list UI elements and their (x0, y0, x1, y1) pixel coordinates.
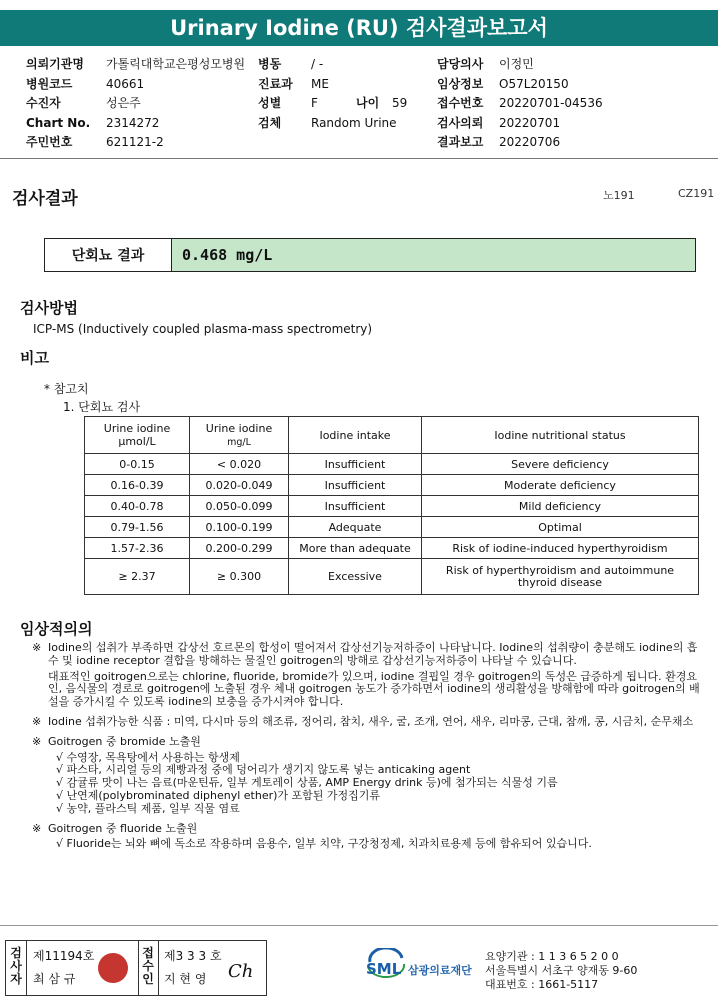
value-specimen: Random Urine (311, 115, 397, 130)
note-deficiency (32, 642, 708, 709)
cell-mgl: ≥ 0.300 (190, 559, 289, 595)
label-ward: 병동 (258, 57, 282, 71)
table-row (85, 517, 699, 538)
check-icon: √ (56, 763, 64, 777)
cell-status: Mild deficiency (422, 496, 699, 517)
approver-label: 접수인 (142, 946, 154, 986)
bromide-title: Goitrogen 중 bromide 노출원 (48, 734, 201, 748)
report-title: Urinary Iodine (RU) 검사결과보고서 (0, 10, 718, 46)
method-title: 검사방법 (20, 299, 78, 317)
info-col2 (258, 55, 407, 133)
value-department: ME (311, 76, 329, 91)
label-specimen: 검체 (258, 115, 282, 130)
note-marker: ※ (32, 734, 42, 748)
label-resident-no: 주민번호 (26, 135, 73, 149)
label-clinical-info: 임상정보 (437, 76, 484, 91)
cell-mgl: < 0.020 (190, 454, 289, 475)
note-marker: ※ (32, 714, 42, 728)
address: 서울특별시 서초구 양재동 9-60 (485, 964, 638, 977)
header-umol: Urine iodine μmol/L (85, 417, 190, 454)
note-paragraph-3: Iodine 섭취가능한 식품 : 미역, 다시마 등의 해조류, 정어리, 참치, 새우, 굴, 조개, 연어, 새우, 리마콩, 근대, 참깨, 콩, 시금치, 순무채소 (48, 714, 694, 728)
phone: 대표번호 : 1661-5117 (485, 978, 599, 991)
note-fluoride (32, 823, 708, 852)
remarks-title: 비고 (20, 349, 49, 367)
cell-intake: Excessive (289, 559, 422, 595)
table-row (85, 475, 699, 496)
table-row (85, 496, 699, 517)
value-ward: / - (311, 57, 324, 71)
cell-status: Moderate deficiency (422, 475, 699, 496)
check-icon: √ (56, 837, 64, 851)
cell-umol: 0.40-0.78 (85, 496, 190, 517)
result-code-2: CZ191 (678, 187, 715, 200)
value-doctor: 이정민 (499, 57, 534, 71)
label-chart-no: Chart No. (26, 115, 91, 130)
result-value: 0.468 mg/L (172, 239, 695, 271)
label-hospital-code: 병원코드 (26, 76, 73, 91)
value-clinical-info: O57L20150 (499, 76, 569, 91)
value-request-date: 20220701 (499, 115, 561, 130)
note-bromide (32, 736, 708, 816)
footer (0, 938, 718, 1003)
label-sex: 성별 (258, 96, 282, 110)
table-row (85, 454, 699, 475)
method-text: ICP-MS (Inductively coupled plasma-mass spectrometry) (33, 322, 373, 336)
signature-box (5, 940, 267, 996)
list-item: √ 파스타, 시리얼 등의 제빵과정 중에 덩어리가 생기지 않도록 넣는 anticaking agent (56, 763, 471, 777)
check-icon: √ (56, 801, 64, 815)
label-doctor: 담당의사 (437, 57, 484, 71)
footer-divider (0, 925, 718, 926)
seal-icon (98, 953, 128, 983)
label-patient: 수진자 (26, 96, 61, 110)
signature: Ch (228, 961, 254, 982)
examiner-license: 제11194호 (33, 949, 95, 963)
cell-mgl: 0.050-0.099 (190, 496, 289, 517)
check-icon: √ (56, 750, 64, 764)
cell-status: Risk of hyperthyroidism and autoimmune thyroid disease (422, 559, 699, 595)
note-paragraph-2: 대표적인 goitrogen으로는 chlorine, fluoride, bromide가 있으며, iodine 결핍일 경우 goitrogen의 독성은 급증하게 됩니다. 환경요인, 음식물의 경로로 goitrogen에 노출된 경우 체내 goitrogen 농도가 증가하면서 iodine의 생리활성을 방해함에 따라 goitrogen의 배설을 증가시킬 수 있도록 iodine의 보충을 증가시켜야 합니다. (48, 669, 700, 709)
clinical-notes (32, 642, 708, 858)
divider (0, 158, 718, 159)
list-item: √ 감귤류 맛이 나는 음료(마운틴듀, 일부 게토레이 상품, AMP Energy drink 등)에 첨가되는 식물성 기름 (56, 776, 558, 790)
cell-status: Risk of iodine-induced hyperthyroidism (422, 538, 699, 559)
header-mgl: Urine iodine mg/L (190, 417, 289, 454)
table-header-row (85, 417, 699, 454)
approver-name: 지 현 영 (164, 972, 207, 986)
cell-status: Optimal (422, 517, 699, 538)
fluoride-title: Goitrogen 중 fluoride 노출원 (48, 821, 198, 835)
note-foods (32, 716, 708, 729)
value-resident-no: 621121-2 (106, 135, 164, 149)
note-paragraph-1: Iodine의 섭취가 부족하면 갑상선 호르몬의 합성이 떨어져서 갑상선기능저하증이 나타납니다. Iodine의 섭취량이 충분해도 iodine의 흡수 및 iodine receptor 결합을 방해하는 물질인 goitrogen의 방해로 갑상선기능저하증이 나타날 수 있습니다. (48, 641, 698, 667)
cell-intake: Insufficient (289, 475, 422, 496)
result-label: 단회뇨 결과 (45, 239, 172, 271)
approver-license: 제3 3 3 호 (164, 949, 222, 963)
value-sex: F (311, 96, 318, 110)
reference-heading: * 참고치 (44, 382, 89, 396)
value-chart-no: 2314272 (106, 115, 160, 130)
note-marker: ※ (32, 641, 42, 654)
result-box (44, 238, 696, 272)
company-name: 삼광의료재단 (408, 964, 472, 977)
cell-umol: ≥ 2.37 (85, 559, 190, 595)
label-request-date: 검사의뢰 (437, 115, 484, 130)
cell-mgl: 0.100-0.199 (190, 517, 289, 538)
cell-umol: 0-0.15 (85, 454, 190, 475)
check-icon: √ (56, 776, 64, 790)
list-item: √ Fluoride는 뇌와 뼈에 독소로 작용하며 음용수, 일부 치약, 구강청정제, 치과치료용제 등에 함유되어 있습니다. (56, 837, 592, 851)
list-item: √ 수영장, 목욕탕에서 사용하는 항생제 (56, 750, 240, 764)
cell-umol: 0.16-0.39 (85, 475, 190, 496)
org-code: 요양기관 : 1 1 3 6 5 2 0 0 (485, 950, 619, 963)
check-icon: √ (56, 788, 64, 802)
cell-status: Severe deficiency (422, 454, 699, 475)
list-item: √ 농약, 플라스틱 제품, 일부 직물 염료 (56, 801, 240, 815)
label-report-date: 결과보고 (437, 135, 484, 149)
label-age: 나이 (356, 96, 380, 110)
value-hospital-code: 40661 (106, 76, 145, 91)
result-code-1: 노191 (603, 189, 635, 202)
label-receipt-no: 접수번호 (437, 96, 484, 110)
cell-intake: Adequate (289, 517, 422, 538)
examiner-name: 최 삼 규 (33, 972, 76, 986)
header-status: Iodine nutritional status (422, 417, 699, 454)
clinical-title: 임상적의의 (20, 620, 93, 638)
cell-mgl: 0.020-0.049 (190, 475, 289, 496)
value-institution: 가톨릭대학교은평성모병원 (106, 57, 246, 71)
value-report-date: 20220706 (499, 135, 561, 149)
examiner-label: 검사자 (10, 946, 22, 986)
reference-table (84, 416, 699, 595)
value-age: 59 (392, 96, 408, 110)
table-row (85, 559, 699, 595)
logo-text: SML (366, 960, 402, 978)
value-receipt-no: 20220701-04536 (499, 96, 603, 110)
label-department: 진료과 (258, 76, 293, 91)
cell-mgl: 0.200-0.299 (190, 538, 289, 559)
cell-umol: 1.57-2.36 (85, 538, 190, 559)
table-row (85, 538, 699, 559)
result-section-title: 검사결과 (12, 189, 78, 209)
cell-intake: More than adequate (289, 538, 422, 559)
reference-subheading: 1. 단회뇨 검사 (63, 400, 141, 414)
list-item: √ 난연제(polybrominated diphenyl ether)가 포함된 가정집기류 (56, 788, 381, 802)
label-institution: 의뢰기관명 (26, 57, 84, 71)
cell-intake: Insufficient (289, 454, 422, 475)
header-intake: Iodine intake (289, 417, 422, 454)
info-col1 (26, 55, 245, 153)
note-marker: ※ (32, 821, 42, 835)
info-col3 (437, 55, 603, 153)
cell-umol: 0.79-1.56 (85, 517, 190, 538)
value-patient: 성은주 (106, 96, 141, 110)
cell-intake: Insufficient (289, 496, 422, 517)
